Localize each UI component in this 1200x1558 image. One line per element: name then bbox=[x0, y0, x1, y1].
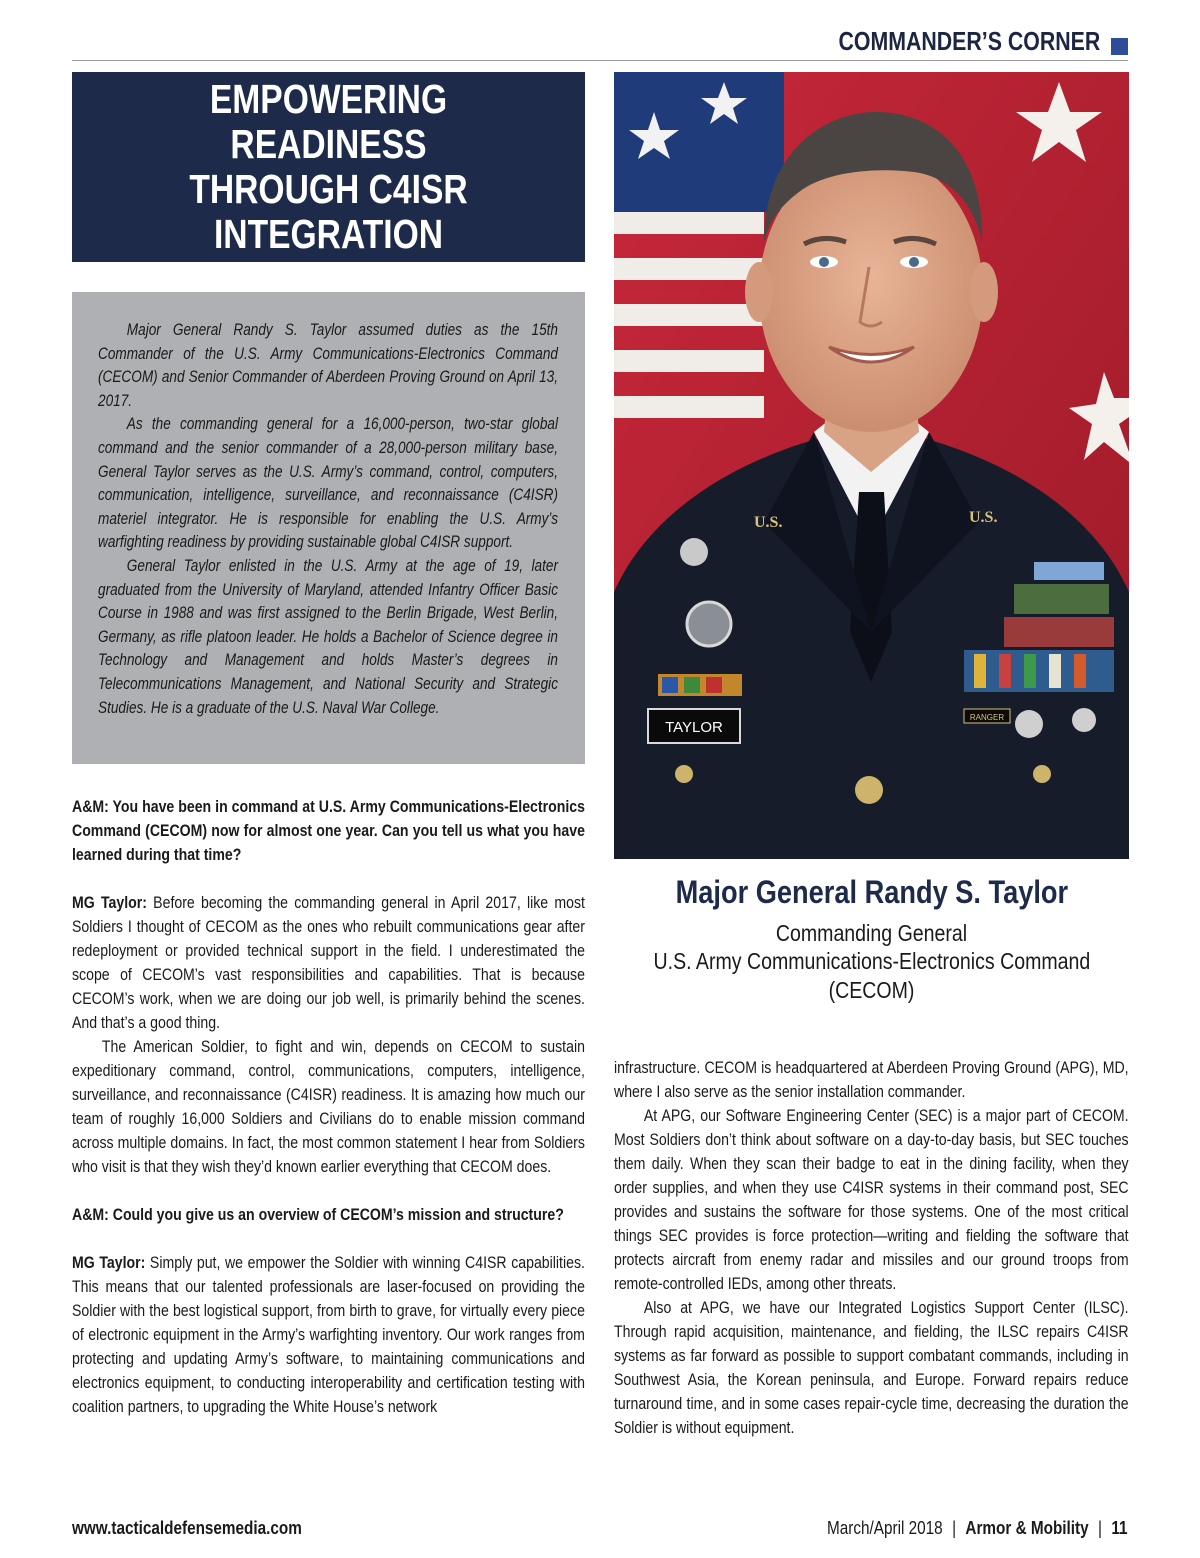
bio-text bbox=[98, 318, 558, 719]
button-icon bbox=[855, 776, 883, 804]
footer-publication: Armor & Mobility bbox=[965, 1518, 1090, 1538]
collar-insignia: U.S. bbox=[969, 509, 998, 526]
badge-icon bbox=[680, 538, 708, 566]
section-label-text: COMMANDER’S CORNER bbox=[838, 26, 1100, 56]
answer-2-text: Simply put, we empower the Soldier with winning C4ISR capabilities. This means that our talented professionals are laser-focused on providing the Soldier with the best logistical support, from birth to grave, for virtually every piece of electronic equipment in the Army’s warfighting inventory. Our work ranges from protecting and updating Army’s software, to maintaining communications and electronics equipment, to conducting interoperability and certification testing with coalition partners, to upgrading the White House’s network bbox=[72, 1253, 585, 1416]
speaker-label: MG Taylor: bbox=[72, 1253, 146, 1272]
left-column bbox=[72, 795, 585, 1495]
speaker-label: MG Taylor: bbox=[72, 893, 147, 912]
question-1: A&M: You have been in command at U.S. Army Communications-Electronics Command (CECOM) now for almost one year. Can you tell us what you have learned during that time? bbox=[72, 797, 585, 864]
footer-separator: | bbox=[952, 1518, 957, 1538]
button-icon bbox=[675, 765, 693, 783]
footer-separator: | bbox=[1098, 1518, 1103, 1538]
right-paragraph: At APG, our Software Engineering Center (SEC) is a major part of CECOM. Most Soldiers don’t think about software on a day-to-day basis, but SEC touches them daily. When they scan their badge to eat in the dining facility, when they order supplies, and when they use C4ISR systems in their command post, SEC provides and sustains the software for those systems. One of the most critical things SEC provides is force protection—writing and fielding the software that protects aircraft from enemy radar and missiles and our ground troops from remote-controlled IEDs, among other threats. bbox=[614, 1106, 1129, 1293]
button-icon bbox=[1033, 765, 1051, 783]
footer-info bbox=[827, 1518, 1128, 1539]
section-marker-icon bbox=[1111, 38, 1128, 55]
section-label bbox=[838, 26, 1100, 57]
caption-name-text: Major General Randy S. Taylor bbox=[675, 874, 1068, 910]
right-paragraph: Also at APG, we have our Integrated Logistics Support Center (ILSC). Through rapid acquisition, maintenance, and fielding, the ILSC repairs C4ISR systems as far forward as possible to support combatant commands, including in Southwest Asia, the Korean peninsula, and Europe. Forward repairs reduce turnaround time, and in some cases repair-cycle time, decreasing the duration the Soldier is without equipment. bbox=[614, 1298, 1129, 1437]
collar-insignia: U.S. bbox=[754, 514, 783, 531]
bio-paragraph: Major General Randy S. Taylor assumed duties as the 15th Commander of the U.S. Army Communications-Electronics Command (CECOM) and Senior Commander of Aberdeen Proving Ground on April 13, 2017. bbox=[98, 320, 559, 410]
bio-paragraph: General Taylor enlisted in the U.S. Army at the age of 19, later graduated from the University of Maryland, attended Infantry Officer Basic Course in 1988 and was first assigned to the Berlin Brigade, West Berlin, Germany, as rifle platoon leader. He holds a Bachelor of Science degree in Technology and Management and holds Master’s degrees in Telecommunications Management, and National Security and Strategic Studies. He is a graduate of the U.S. Naval War College. bbox=[98, 555, 559, 717]
caption-org bbox=[614, 948, 1129, 975]
badge-icon bbox=[1015, 710, 1043, 738]
bio-box bbox=[72, 292, 585, 764]
badge-icon bbox=[1072, 708, 1096, 732]
caption-abbr-text: (CECOM) bbox=[828, 977, 915, 1003]
badge-icon bbox=[687, 602, 731, 646]
caption-role-text: Commanding General bbox=[775, 920, 968, 946]
name-plate-text: TAYLOR bbox=[665, 719, 723, 736]
portrait-photo bbox=[614, 72, 1129, 859]
bio-paragraph: As the commanding general for a 16,000-person, two-star global command and the senior commander of a 28,000-person military base, General Taylor serves as the U.S. Army’s command, control, computers, communication, intelligence, surveillance, and reconnaissance (C4ISR) materiel integrator. He is responsible for enabling the U.S. Army’s warfighting readiness by providing sustainable global C4ISR support. bbox=[98, 414, 559, 552]
footer-issue: March/April 2018 bbox=[827, 1518, 944, 1538]
caption-abbr bbox=[614, 977, 1129, 1004]
answer-1-paragraph-2: The American Soldier, to fight and win, depends on CECOM to sustain expeditionary command, control, communications, computers, intelligence, surveillance, and reconnaissance (C4ISR) readiness. It is amazing how much our team of roughly 16,000 Soldiers and Civilians do to enable mission command across multiple domains. In fact, the most common statement I hear from Soldiers who visit is that they wish they’d known earlier everything that CECOM does. bbox=[72, 1037, 585, 1176]
caption-org-text: U.S. Army Communications-Electronics Command bbox=[653, 948, 1090, 974]
right-column bbox=[614, 1056, 1129, 1496]
caption-role bbox=[614, 920, 1129, 947]
article-title-box bbox=[72, 72, 585, 262]
caption-name bbox=[614, 874, 1129, 911]
page-number: 11 bbox=[1111, 1518, 1128, 1538]
right-paragraph: infrastructure. CECOM is headquartered at Aberdeen Proving Ground (APG), MD, where I also serve as the senior installation commander. bbox=[614, 1058, 1129, 1101]
answer-1 bbox=[72, 891, 585, 1035]
header-divider bbox=[72, 60, 1128, 61]
footer-url[interactable]: www.tacticaldefensemedia.com bbox=[72, 1518, 302, 1538]
answer-2 bbox=[72, 1251, 585, 1419]
ranger-tab-text: RANGER bbox=[969, 713, 1005, 722]
article-title: EMPOWERING READINESS THROUGH C4ISR INTEGRATION bbox=[189, 76, 468, 257]
answer-1-text: Before becoming the commanding general in April 2017, like most Soldiers I thought of CECOM as the ones who rebuilt communications gear after redeployment or provided technical support in the field. I underestimated the scope of CECOM’s vast responsibilities and capabilities. That is because CECOM’s work, when we are doing our job well, is primarily behind the scenes. And that’s a good thing. bbox=[72, 893, 585, 1032]
portrait-illustration bbox=[614, 72, 1129, 859]
question-2: A&M: Could you give us an overview of CECOM’s mission and structure? bbox=[72, 1205, 564, 1224]
